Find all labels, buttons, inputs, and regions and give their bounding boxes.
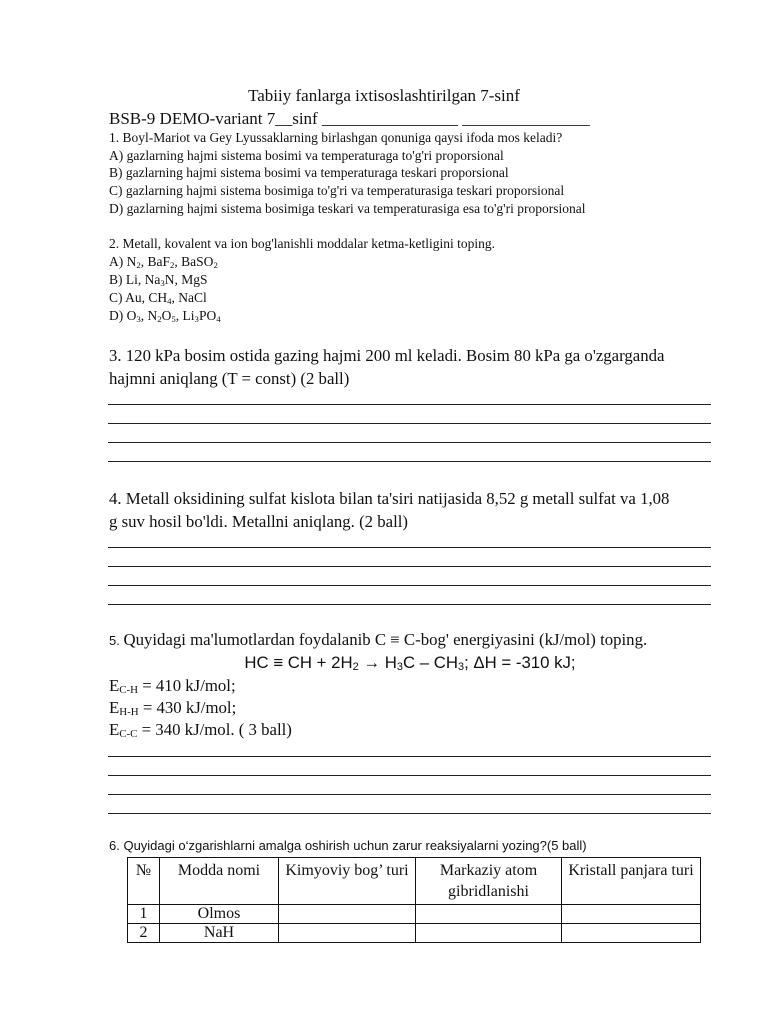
answer-cell[interactable] [279, 905, 416, 924]
answer-cell[interactable] [279, 924, 416, 943]
q1-question: 1. Boyl-Mariot va Gey Lyussaklarning birlashgan qonuniga qaysi ifoda mos keladi? [109, 130, 563, 145]
q5-question: 5. Quyidagi ma'lumotlardan foydalanib C ≡ C-bog' energiyasini (kJ/mol) toping. [109, 630, 648, 649]
q5-energy-ch: $E_{C-H} = 410$ kJ/mol; [109, 676, 236, 696]
q5-energy-hh: $E_{H-H} = 430$ kJ/mol; [109, 698, 237, 718]
q3-line-2: hajmni aniqlang (T = const) (2 ball) [109, 369, 350, 388]
column-header: Kristall panjara turi [562, 858, 701, 905]
q1-option-c: C) gazlarning hajmi sistema bosimiga to'g'ri va temperaturasiga teskari proporsional [109, 183, 565, 198]
row-number: 1 [128, 905, 160, 924]
answer-line [108, 461, 711, 462]
answer-line [108, 585, 711, 586]
q1-option-a: A) gazlarning hajmi sistema bosimi va temperaturaga to'g'ri proporsional [109, 148, 504, 163]
answer-line [108, 442, 711, 443]
q2-option-b: B) Li, $Na_3N$, MgS [109, 272, 208, 288]
q4-line-1: 4. Metall oksidining sulfat kislota bilan ta'siri natijasida 8,52 g metall sulfat va 1,08 [109, 489, 670, 508]
answer-line [108, 404, 711, 405]
table-row [128, 924, 701, 943]
answer-line [108, 794, 711, 795]
table-header-row [128, 858, 701, 905]
answer-line [108, 566, 711, 567]
q2-option-c: C) Au, $CH_4$, NaCl [109, 290, 207, 306]
q6-question: 6. Quyidagi o‘zgarishlarni amalga oshirish uchun zarur reaksiyalarni yozing?(5 ball) [109, 838, 587, 853]
q1-option-d: D) gazlarning hajmi sistema bosimiga teskari va temperaturasiga esa to'g'ri proporsional [109, 201, 586, 216]
answer-line [108, 547, 711, 548]
answer-cell[interactable] [416, 905, 562, 924]
q2-option-a: A) $N_2$, BaF$_2$, BaSO$_2$ [109, 254, 218, 270]
q3-line-1: 3. 120 kPa bosim ostida gazing hajmi 200 ml keladi. Bosim 80 kPa ga o'zgarganda [109, 346, 665, 365]
substance-name: Olmos [160, 905, 279, 924]
answer-line [108, 604, 711, 605]
q2-question: 2. Metall, kovalent va ion bog'lanishli moddalar ketma-ketligini toping. [109, 236, 495, 251]
q6-table [127, 857, 701, 943]
substance-name: NaH [160, 924, 279, 943]
page-title: Tabiiy fanlarga ixtisoslashtirilgan 7-sinf [248, 86, 520, 105]
row-number: 2 [128, 924, 160, 943]
answer-line [108, 813, 711, 814]
column-header: Markaziy atom gibridlanishi [416, 858, 562, 905]
q5-equation: HC ≡ CH + $2H_2 \to H_3C - CH_3$; ΔH = -310 kJ; [244, 653, 576, 673]
answer-cell[interactable] [416, 924, 562, 943]
q2-option-d: D) $O_3$, $N_2O_5$, $Li_3PO_4$ [109, 308, 221, 324]
table-row [128, 905, 701, 924]
column-header: Modda nomi [160, 858, 279, 905]
q1-option-b: B) gazlarning hajmi sistema bosimi va temperaturaga teskari proporsional [109, 165, 509, 180]
answer-cell[interactable] [562, 905, 701, 924]
answer-line [108, 775, 711, 776]
answer-cell[interactable] [562, 924, 701, 943]
column-header: Kimyoviy bog’ turi [279, 858, 416, 905]
column-header: № [128, 858, 160, 905]
q4-line-2: g suv hosil bo'ldi. Metallni aniqlang. (2 ball) [109, 512, 408, 531]
q5-energy-cc: $E_{C-C} = 340$ kJ/mol. ( 3 ball) [109, 720, 292, 740]
answer-line [108, 756, 711, 757]
variant-line: BSB-9 DEMO-variant 7__sinf ________________ _______________ [109, 109, 590, 128]
answer-line [108, 423, 711, 424]
